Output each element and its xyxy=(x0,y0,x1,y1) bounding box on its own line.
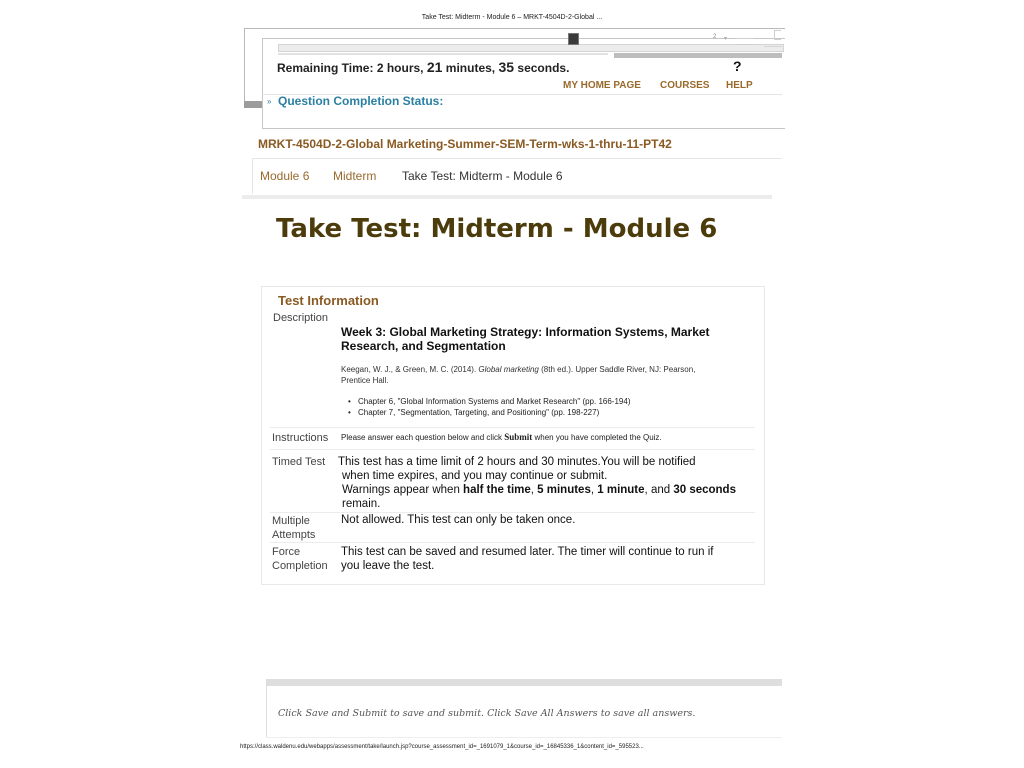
multiple-label-line-1: Multiple xyxy=(272,515,310,527)
test-information-heading: Test Information xyxy=(278,293,379,308)
instructions-post: when you have completed the Quiz. xyxy=(534,433,662,442)
force-value-line-1: This test can be saved and resumed later. The timer will continue to run if xyxy=(341,546,714,558)
description-label: Description xyxy=(273,312,329,324)
submit-instructions: Click Save and Submit to save and submit. Click Save All Answers to save all answers. xyxy=(278,708,696,719)
remaining-minutes-unit: minutes, xyxy=(445,61,496,75)
panel-corner xyxy=(774,30,781,40)
menu-icon[interactable] xyxy=(736,38,754,39)
force-completion-label xyxy=(272,545,328,573)
multiple-attempts-label xyxy=(272,514,315,542)
submit-bar-top xyxy=(266,679,782,686)
menu-icon-line xyxy=(736,44,754,45)
page-title: Take Test: Midterm - Module 6 xyxy=(276,214,718,244)
remaining-seconds-unit: seconds. xyxy=(517,61,570,75)
nav-my-home-page[interactable]: MY HOME PAGE xyxy=(563,80,641,91)
breadcrumb-top-rule xyxy=(252,158,782,159)
row-divider xyxy=(270,542,755,543)
multiple-attempts-value: Not allowed. This test can only be taken once. xyxy=(341,514,576,526)
remaining-minutes: 21 xyxy=(426,59,443,75)
breadcrumb-current: Take Test: Midterm - Module 6 xyxy=(402,169,563,183)
remaining-time-label: Remaining Time: xyxy=(277,61,374,75)
timed-test-label: Timed Test xyxy=(272,456,326,468)
print-page-url: https://class.waldenu.edu/webapps/assessment/take/launch.jsp?course_assessment_id=_1691079_1&course_id=_16845336_1&content_id=_595523... xyxy=(240,744,644,750)
force-label-line-1: Force xyxy=(272,546,301,558)
expand-icon[interactable]: » xyxy=(267,97,272,106)
header-band xyxy=(614,53,782,58)
instructions-pre: Please answer each question below and click xyxy=(341,433,502,442)
remaining-hours: 2 xyxy=(376,61,384,75)
reference-book-title: Global marketing xyxy=(478,365,539,374)
help-icon[interactable]: ? xyxy=(733,58,742,74)
breadcrumb-left-rule xyxy=(252,158,253,194)
chapter-list-item: • Chapter 7, "Segmentation, Targeting, and Positioning" (pp. 198-227) xyxy=(358,408,599,417)
timed-line-1: This test has a time limit of 2 hours and 30 minutes.You will be notified xyxy=(338,456,696,468)
chapter-list-item: • Chapter 6, "Global Information Systems and Market Research" (pp. 166-194) xyxy=(358,397,630,406)
warn-one: 1 minute xyxy=(597,484,645,496)
panel-edge xyxy=(764,46,782,47)
header-band-left xyxy=(278,53,608,55)
remaining-hours-unit: hours, xyxy=(386,61,424,75)
submit-bar-left xyxy=(266,679,267,737)
breadcrumb-midterm[interactable]: Midterm xyxy=(333,169,377,183)
timed-line-2: when time expires, and you may continue or submit. xyxy=(342,470,608,482)
multiple-label-line-2: Attempts xyxy=(272,529,316,541)
nav-help[interactable]: HELP xyxy=(726,80,753,91)
chevron-down-icon[interactable]: ▾ xyxy=(724,36,728,42)
top-strip xyxy=(278,44,784,52)
instructions-label: Instructions xyxy=(272,432,329,444)
reference-publisher: (8th ed.). Upper Saddle River, NJ: Pearson, Prentice Hall. xyxy=(341,365,696,385)
force-label-line-2: Completion xyxy=(272,560,328,572)
breadcrumb-module-6[interactable]: Module 6 xyxy=(260,169,310,183)
warn-half: half the time xyxy=(463,484,531,496)
frame-left-bar xyxy=(244,101,264,108)
print-page-title: Take Test: Midterm - Module 6 – MRKT-4504D-2-Global ... xyxy=(421,14,603,21)
reference-authors: Keegan, W. J., & Green, M. C. (2014). xyxy=(341,365,477,374)
submit-bar-bottom xyxy=(266,737,782,738)
instructions-text xyxy=(341,432,662,442)
notification-count[interactable]: 2 xyxy=(713,34,717,40)
warn-and: and xyxy=(650,484,671,496)
warn-pre: Warnings appear when xyxy=(342,484,460,496)
timed-warnings: Warnings appear when half the time, 5 minutes, 1 minute, and 30 seconds remain. xyxy=(342,484,736,510)
timed-test-text xyxy=(338,455,748,511)
remaining-time xyxy=(277,59,569,75)
row-divider xyxy=(270,512,755,513)
row-divider xyxy=(270,449,755,450)
force-value-line-2: you leave the test. xyxy=(341,560,435,572)
force-completion-value xyxy=(341,545,713,573)
description-week-title: Week 3: Global Marketing Strategy: Information Systems, Market Research, and Segmentation xyxy=(341,325,710,353)
nav-courses[interactable]: COURSES xyxy=(660,80,710,91)
course-title[interactable]: MRKT-4504D-2-Global Marketing-Summer-SEM-Term-wks-1-thru-11-PT42 xyxy=(258,137,672,151)
question-completion-status[interactable]: Question Completion Status: xyxy=(278,94,444,108)
user-avatar-icon[interactable] xyxy=(568,33,579,45)
warn-thirty: 30 seconds xyxy=(673,484,736,496)
breadcrumb-bottom-bar xyxy=(242,195,772,199)
warn-post: remain. xyxy=(342,498,381,510)
description-reference xyxy=(341,364,721,386)
warn-five: 5 minutes xyxy=(537,484,591,496)
instructions-submit-word: Submit xyxy=(504,432,533,442)
remaining-seconds: 35 xyxy=(498,59,515,75)
row-divider xyxy=(270,427,755,428)
